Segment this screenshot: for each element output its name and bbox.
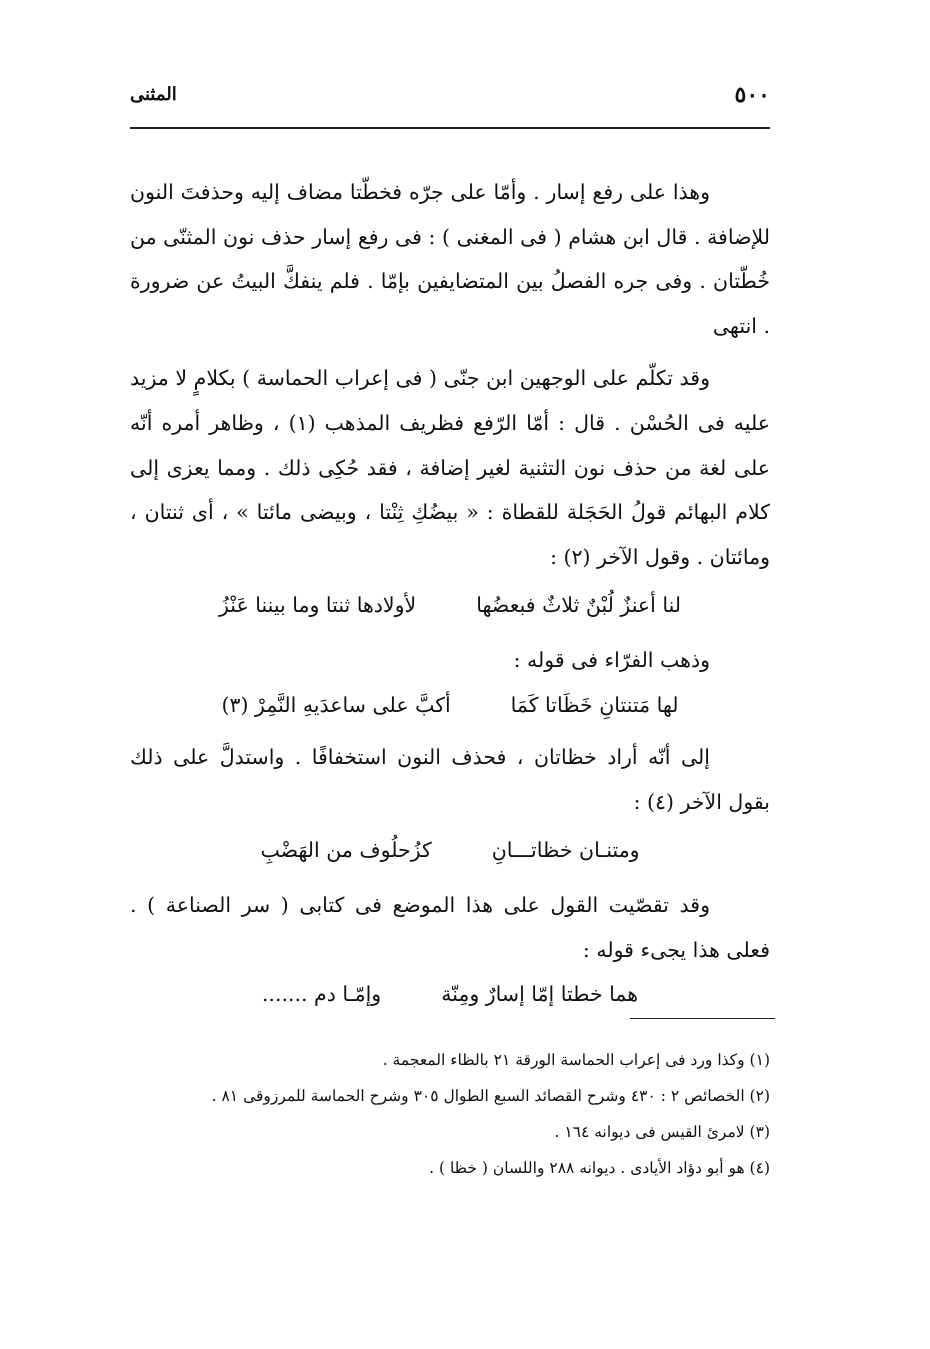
verse-1 bbox=[130, 583, 770, 628]
verse-3-second-hemistich: كزُحلُوف من الهَضْبِ bbox=[260, 838, 432, 863]
verse-3 bbox=[130, 828, 770, 873]
running-title: المثنى bbox=[130, 84, 177, 105]
paragraph-4: إلى أنّه أراد خظاتان ، فحذف النون استخفافًا . واستدلَّ على ذلك بقول الآخر (٤) : bbox=[130, 745, 770, 814]
verse-4-first-hemistich: هما خطتا إمّا إسارٌ ومِنّة bbox=[441, 982, 639, 1007]
footnote-3: (٣) لامرئ القيس فى ديوانه ١٦٤ . bbox=[554, 1123, 770, 1141]
footnotes bbox=[130, 1042, 770, 1186]
paragraph-1: وهذا على رفع إسار . وأمّا على جرّه فخطّتا مضاف إليه وحذفتَ النون للإضافة . قال ابن هشام ( فى المغنى ) : فى رفع إسار حذف نون المثنّى من خُطّتان . وفى جره الفصلُ بين المتضايفين بإمّا . فلم ينفكَّ البيتُ عن ضرورة . انتهى bbox=[130, 180, 770, 338]
verse-1-first-hemistich: لنا أعنزٌ لُبْنٌ ثلاثٌ فبعضُها bbox=[476, 593, 682, 618]
footnote-1: (١) وكذا ورد فى إعراب الحماسة الورقة ٢١ بالظاء المعجمة . bbox=[382, 1051, 770, 1069]
footnote-rule bbox=[630, 1018, 775, 1019]
verse-4-second-hemistich: وإمّـا دم ....... bbox=[261, 982, 382, 1007]
paragraph-5: وقد تقصّيت القول على هذا الموضع فى كتابى ( سر الصناعة ) . فعلى هذا يجىء قوله : bbox=[130, 892, 770, 962]
header-rule bbox=[130, 127, 770, 129]
paragraph-2: وقد تكلّم على الوجهين ابن جنّى ( فى إعراب الحماسة ) بكلامٍ لا مزيد عليه فى الحُسْن . قال : أمّا الرّفع فظريف المذهب (١) ، وظاهر أمره أنّه على لغة من حذف نون التثنية لغير إضافة ، فقد حُكِى ذلك . ومما يعزى إلى كلام البهائم قولُ الحَجَلة للقطاة : « بيضُكِ ثِنْتا ، وبيضى مائتا » ، أى ثنتان ، ومائتان . وقول الآخر (٢) : bbox=[130, 366, 771, 569]
verse-4 bbox=[130, 972, 770, 1017]
footnote-4: (٤) هو أبو دؤاد الأيادى . ديوانه ٢٨٨ واللسان ( خظا ) . bbox=[429, 1159, 770, 1177]
page-header bbox=[130, 78, 770, 114]
verse-1-second-hemistich: لأولادها ثنتا وما بيننا عَنْزُ bbox=[218, 593, 417, 618]
verse-2 bbox=[130, 683, 770, 728]
verse-2-first-hemistich: لها مَتنتانِ خَظَاتا كَمَا bbox=[510, 692, 679, 717]
verse-2-second-hemistich: أكبَّ على ساعدَيهِ النَّمِرْ (٣) bbox=[221, 692, 451, 717]
verse-3-first-hemistich: ومتنـان خظاتـــانِ bbox=[491, 838, 640, 863]
page-number: ٥٠٠ bbox=[734, 82, 770, 108]
main-text bbox=[130, 170, 770, 1025]
footnote-2: (٢) الخصائص ٢ : ٤٣٠ وشرح القصائد السبع الطوال ٣٠٥ وشرح الحماسة للمرزوقى ٨١ . bbox=[211, 1087, 770, 1105]
paragraph-3: وذهب الفرّاء فى قوله : bbox=[513, 647, 710, 672]
